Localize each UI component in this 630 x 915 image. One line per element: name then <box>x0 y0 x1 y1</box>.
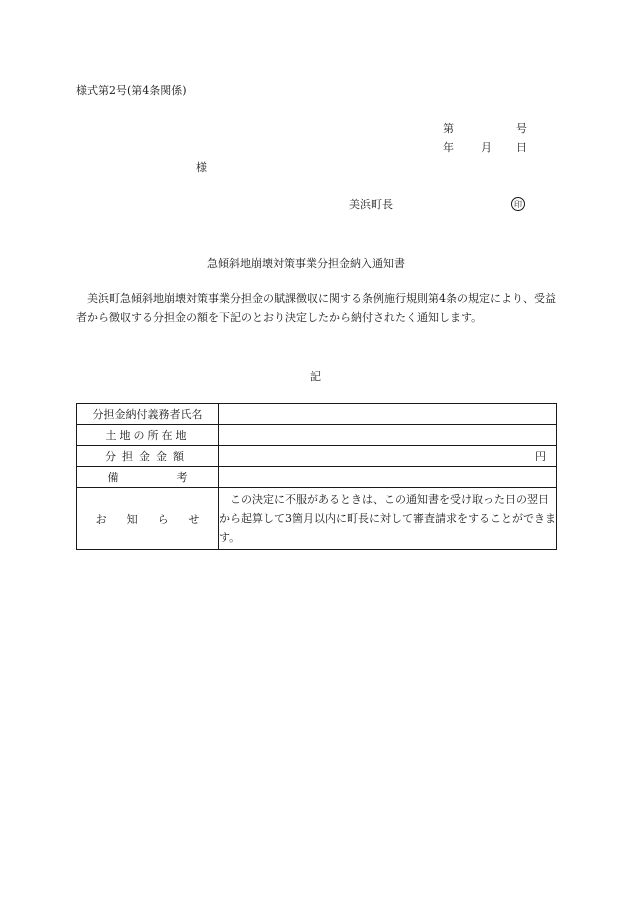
payer-name-label: 分担金納付義務者氏名 <box>77 404 219 425</box>
table-row <box>77 425 557 446</box>
seal-mark: 印 <box>511 197 525 211</box>
form-number: 様式第2号(第4条関係) <box>76 84 187 97</box>
table-row <box>77 446 557 467</box>
remarks-label: 備考 <box>77 467 219 488</box>
date-day-label: 日 <box>516 141 527 154</box>
body-paragraph: 美浜町急傾斜地崩壊対策事業分担金の賦課徴収に関する条例施行規則第4条の規定により、受益者から徴収する分担金の額を下記のとおり決定したから納付されたく通知します。 <box>76 292 556 324</box>
amount-label: 分担金金額 <box>77 446 219 467</box>
amount-value <box>219 446 557 467</box>
date-year-label: 年 <box>443 141 454 154</box>
land-location-value <box>219 425 557 446</box>
table-row <box>77 404 557 425</box>
yen-unit: 円 <box>535 450 546 463</box>
document-number-prefix: 第 <box>443 122 454 135</box>
date-month-label: 月 <box>481 141 492 154</box>
remarks-value <box>219 467 557 488</box>
land-location-label: 土地の所在地 <box>77 425 219 446</box>
payer-name-value <box>219 404 557 425</box>
addressee-suffix: 様 <box>196 161 207 174</box>
document-title: 急傾斜地崩壊対策事業分担金納入通知書 <box>207 257 405 270</box>
notice-label: お知らせ <box>77 488 219 550</box>
issuer-name: 美浜町長 <box>349 198 393 211</box>
table-row <box>77 467 557 488</box>
notice-value <box>219 488 557 550</box>
notice-text: この決定に不服があるときは、この通知書を受け取った日の翌日から起算して3箇月以内に町長に対して審査請求をすることができます。 <box>219 493 556 544</box>
table-row <box>77 488 557 550</box>
ki-heading: 記 <box>310 370 321 383</box>
document-number-suffix: 号 <box>516 122 527 135</box>
information-table <box>76 403 557 550</box>
